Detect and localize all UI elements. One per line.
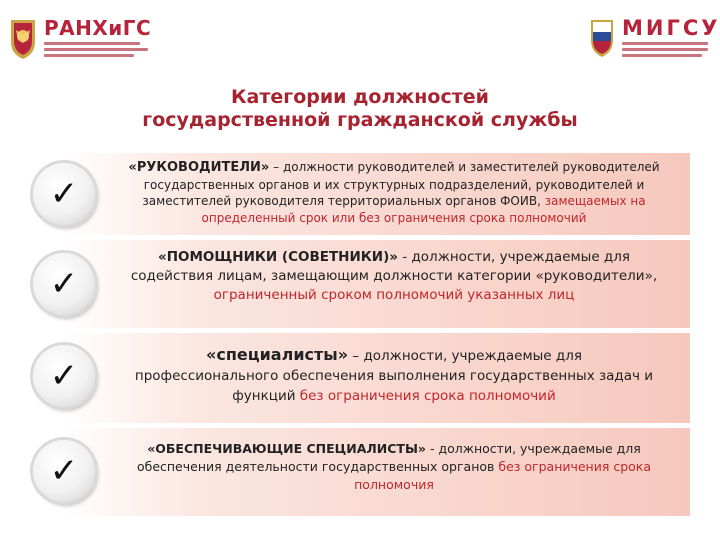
left-logo-subtitle-line	[44, 54, 134, 57]
left-logo-name: РАНХиГС	[44, 16, 152, 40]
category-text	[104, 440, 684, 494]
category-text	[104, 345, 684, 406]
category-row-managers	[0, 153, 720, 235]
category-text-line: «РУКОВОДИТЕЛИ» – должности руководителей и заместителей руководителей	[128, 160, 660, 175]
checkmark-icon: ✓	[49, 356, 79, 396]
category-text-line: содействия лицам, замещающим должности категории «руководители»,	[130, 268, 658, 284]
checkmark-icon: ✓	[49, 264, 79, 304]
checkmark-icon: ✓	[49, 174, 79, 214]
check-badge	[33, 163, 95, 225]
page-title	[0, 86, 720, 132]
left-logo-subtitle-line	[44, 42, 140, 45]
eagle-emblem-icon	[588, 16, 616, 58]
category-text-line: обеспечения деятельности государственных органов без ограничения срока	[136, 459, 652, 474]
category-row-support-specialists	[0, 428, 720, 516]
right-logo-subtitle-line	[622, 42, 708, 45]
title-line-1: Категории должностей	[231, 86, 489, 108]
category-term: «ОБЕСПЕЧИВАЮЩИЕ СПЕЦИАЛИСТЫ»	[147, 441, 426, 456]
category-text	[104, 248, 684, 305]
migsu-logo	[588, 14, 720, 64]
category-text-line: «ПОМОЩНИКИ (СОВЕТНИКИ)» - должности, учреждаемые для	[157, 249, 631, 265]
category-text-line: «ОБЕСПЕЧИВАЮЩИЕ СПЕЦИАЛИСТЫ» - должности, учреждаемые для	[147, 441, 641, 456]
category-text-line: функций без ограничения срока полномочий	[232, 388, 556, 404]
category-text-line: профессионального обеспечения выполнения государственных задач и	[134, 368, 654, 384]
eagle-emblem-icon	[8, 16, 38, 60]
right-logo-subtitle-line	[622, 54, 702, 57]
checkmark-icon: ✓	[49, 451, 79, 491]
category-term: «РУКОВОДИТЕЛИ»	[128, 160, 270, 175]
check-badge	[33, 440, 95, 502]
category-text-line: «специалисты» – должности, учреждаемые для	[206, 345, 582, 364]
category-text-line: государственных органов и их структурных подразделений, руководителей и	[143, 177, 645, 192]
check-badge	[33, 253, 95, 315]
category-row-assistants	[0, 240, 720, 328]
category-term: «ПОМОЩНИКИ (СОВЕТНИКИ)»	[157, 249, 398, 265]
category-text	[104, 159, 684, 226]
check-badge	[33, 345, 95, 407]
left-logo-subtitle-line	[44, 48, 148, 51]
right-logo-subtitle-line	[622, 48, 708, 51]
category-text-line: определенный срок или без ограничения срока полномочий	[201, 210, 587, 225]
title-line-2: государственной гражданской службы	[142, 109, 578, 131]
category-term: «специалисты»	[206, 345, 349, 364]
category-row-specialists	[0, 333, 720, 423]
category-text-line: ограниченный сроком полномочий указанных лиц	[213, 287, 575, 303]
right-logo-name: МИГСУ	[622, 16, 720, 40]
category-text-line: заместителей руководителя территориальных органов ФОИВ, замещаемых на	[142, 194, 646, 208]
ranepa-logo	[8, 14, 198, 64]
category-text-line: полномочия	[354, 477, 434, 492]
